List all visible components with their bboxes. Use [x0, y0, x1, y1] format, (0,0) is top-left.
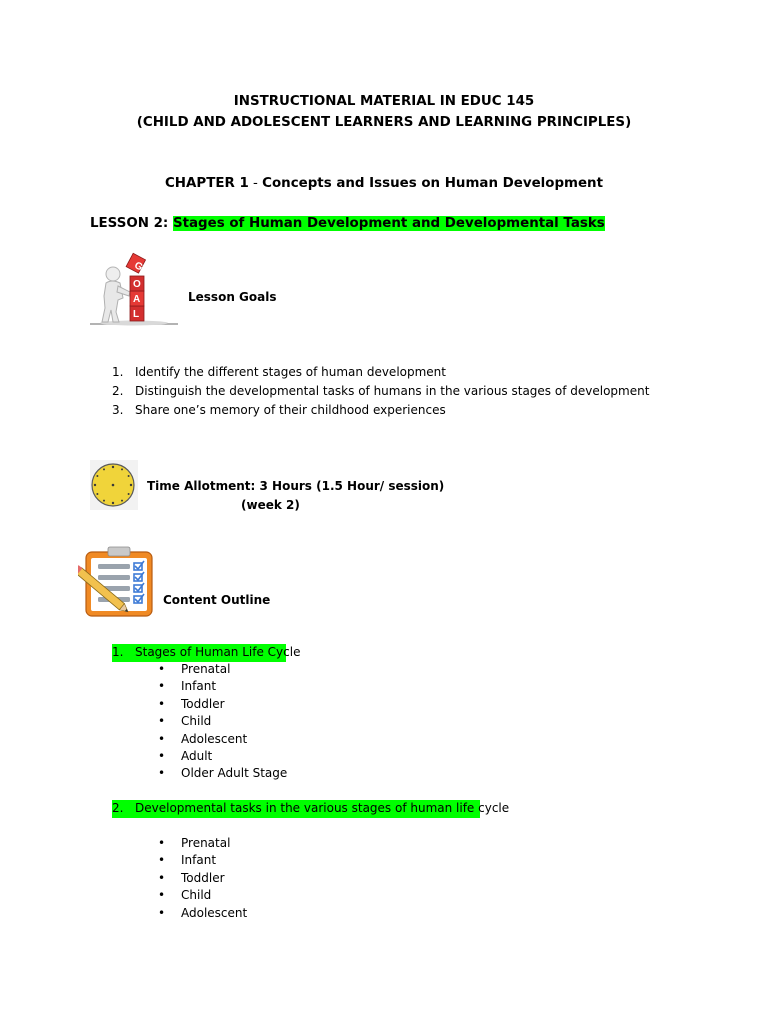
outline-list-item: Child [181, 714, 212, 729]
outline-section-2 [112, 800, 510, 818]
outline-list-item: Older Adult Stage [181, 766, 288, 781]
bullet-icon: • [158, 853, 166, 868]
goal-item [112, 384, 650, 398]
goal-text: Share one’s memory of their childhood experiences [135, 403, 446, 417]
bullet-icon: • [158, 749, 166, 763]
bullet-icon: • [158, 905, 166, 920]
bullet-icon: • [158, 888, 166, 903]
goal-letter: A [133, 294, 141, 305]
bullet-icon: • [158, 679, 166, 694]
chapter-title: Concepts and Issues on Human Development [262, 176, 603, 191]
goal-letter: G [132, 260, 145, 274]
bullet-icon: • [158, 696, 166, 711]
time-week: (week 2) [241, 498, 300, 512]
goal-number: 1. [112, 365, 124, 379]
bullet-icon: • [158, 836, 166, 850]
outline-section-title: Stages of Human Life Cycle [135, 645, 301, 659]
document-subtitle: (CHILD AND ADOLESCENT LEARNERS AND LEARNING PRINCIPLES) [136, 115, 632, 130]
outline-list-item: Adult [181, 749, 213, 763]
chapter-separator: - [248, 176, 263, 191]
bullet-icon: • [158, 766, 166, 781]
goal-text: Identify the different stages of human development [135, 365, 446, 379]
lesson-label: LESSON 2: [90, 216, 173, 231]
clipboard-checklist-icon [78, 546, 156, 618]
lesson-goals-heading: Lesson Goals [188, 290, 277, 304]
outline-section-1 [112, 644, 301, 662]
bullet-icon: • [158, 662, 166, 676]
outline-list-item: Infant [181, 853, 217, 868]
content-outline-heading: Content Outline [163, 593, 271, 607]
outline-section-number: 2. [112, 801, 124, 815]
outline-section-number: 1. [112, 645, 124, 659]
outline-list-item: Adolescent [181, 905, 248, 920]
goal-blocks-icon [90, 252, 178, 326]
goal-item [112, 403, 446, 417]
outline-list-item: Child [181, 888, 212, 903]
goal-item [112, 365, 446, 379]
outline-list-item: Prenatal [181, 662, 231, 676]
outline-list-item: Toddler [181, 696, 225, 711]
outline-list-item: Prenatal [181, 836, 231, 850]
outline-list-item: Toddler [181, 870, 225, 885]
goal-letter: L [133, 309, 140, 320]
bullet-icon: • [158, 731, 166, 746]
chapter-heading [0, 176, 768, 191]
lesson-title: Stages of Human Development and Developmental Tasks [172, 216, 605, 231]
bullet-icon: • [158, 714, 166, 729]
goal-letter: O [133, 279, 141, 290]
bullet-icon: • [158, 870, 166, 885]
goal-number: 2. [112, 384, 124, 398]
outline-list-item: Infant [181, 679, 217, 694]
document-title: INSTRUCTIONAL MATERIAL IN EDUC 145 [233, 94, 535, 109]
lesson-heading [90, 216, 605, 231]
goal-number: 3. [112, 403, 124, 417]
chapter-label: CHAPTER 1 [164, 176, 249, 191]
clock-icon [90, 460, 138, 510]
outline-section-title: Developmental tasks in the various stages of human life cycle [135, 801, 510, 815]
time-allotment: Time Allotment: 3 Hours (1.5 Hour/ session) [147, 479, 445, 493]
outline-list-item: Adolescent [181, 731, 248, 746]
goal-text: Distinguish the developmental tasks of humans in the various stages of development [135, 384, 650, 398]
